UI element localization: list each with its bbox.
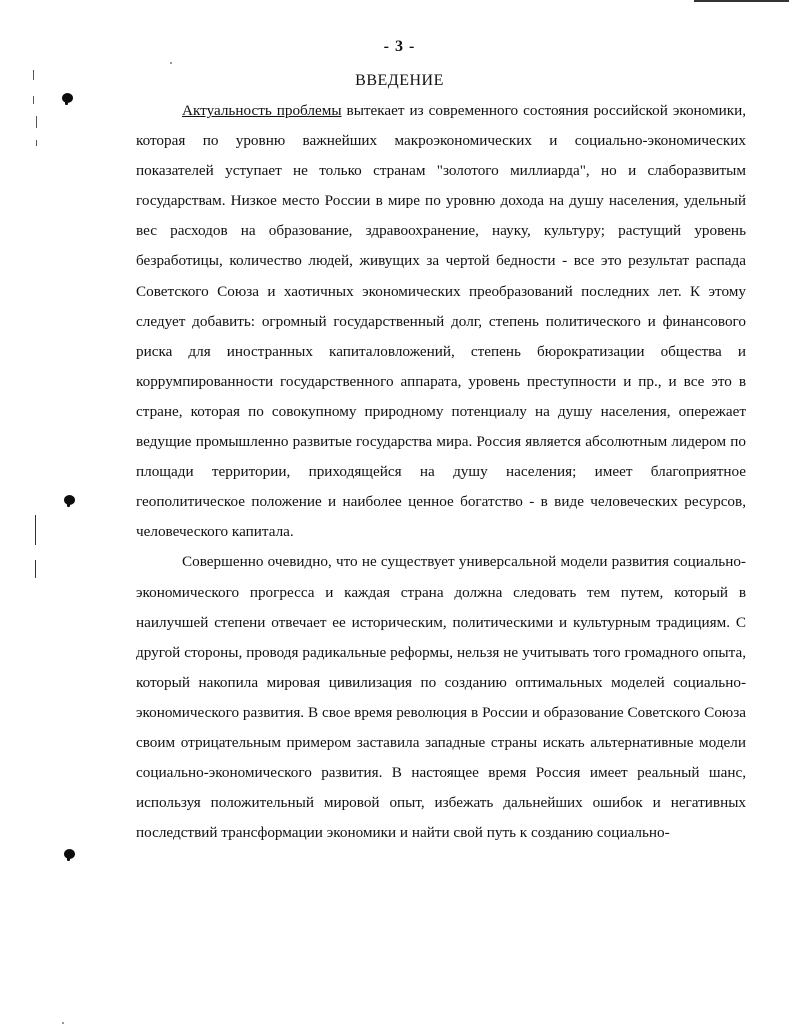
margin-mark — [36, 116, 37, 128]
paragraph-2 — [136, 547, 746, 848]
punch-hole-mark — [64, 849, 75, 859]
body-text — [136, 96, 746, 848]
punch-hole-mark — [62, 93, 73, 103]
section-heading: ВВЕДЕНИЕ — [355, 72, 444, 89]
paragraph-text: Совершенно очевидно, что не существует универсальной модели развития социально-экономического прогресса и каждая страна должна следовать тем путем, который в наилучшей степени отвечает ее историческим, политическими и культурным традициям. С другой стороны, проводя радикальные реформы, нельзя не учитывать того громадного опыта, который накопила мировая цивилизация по созданию оптимальных моделей социально-экономического развития. В свое время революция в России и образование Советского Союза своим отрицательным примером заставила западные страны искать альтернативные модели социально-экономического развития. В настоящее время Россия имеет реальный шанс, используя положительный мировой опыт, избежать дальнейших ошибок и негативных последствий трансформации экономики и найти свой путь к созданию социально- — [136, 553, 746, 842]
margin-mark — [36, 140, 37, 146]
punch-hole-mark — [64, 495, 75, 505]
paragraph-1 — [136, 96, 746, 547]
paragraph-text: вытекает из современного состояния российской экономики, которая по уровню важнейших макроэкономических и социально-экономических показателей уступает не только странам "золотого миллиарда", но и слаборазвитым государствам. Низкое место России в мире по уровню дохода на душу населения, удельный вес расходов на образование, здравоохранение, науку, культуру; растущий уровень безработицы, количество людей, живущих за чертой бедности - все это результат распада Советского Союза и хаотичных экономических преобразований последних лет. К этому следует добавить: огромный государственный долг, степень политического и финансового риска для иностранных капиталовложений, степень бюрократизации общества и коррумпированности государственного аппарата, уровень преступности и пр., и все это в стране, которая по совокупному природному потенциалу на душу населения, опережает ведущие промышленно развитые государства мира. Россия является абсолютным лидером по площади территории, приходящейся на душу населения; имеет благоприятное геополитическое положение и наиболее ценное богатство - в виде человеческих ресурсов, человеческого капитала. — [136, 102, 747, 541]
margin-mark — [35, 515, 36, 545]
scan-edge-line — [694, 0, 789, 2]
page-number: - 3 - — [383, 38, 416, 55]
margin-mark — [33, 96, 34, 104]
scan-speck — [170, 62, 172, 64]
margin-mark — [35, 560, 36, 578]
paragraph-lead: Актуальность проблемы — [182, 102, 342, 119]
scan-speck — [62, 1022, 64, 1024]
